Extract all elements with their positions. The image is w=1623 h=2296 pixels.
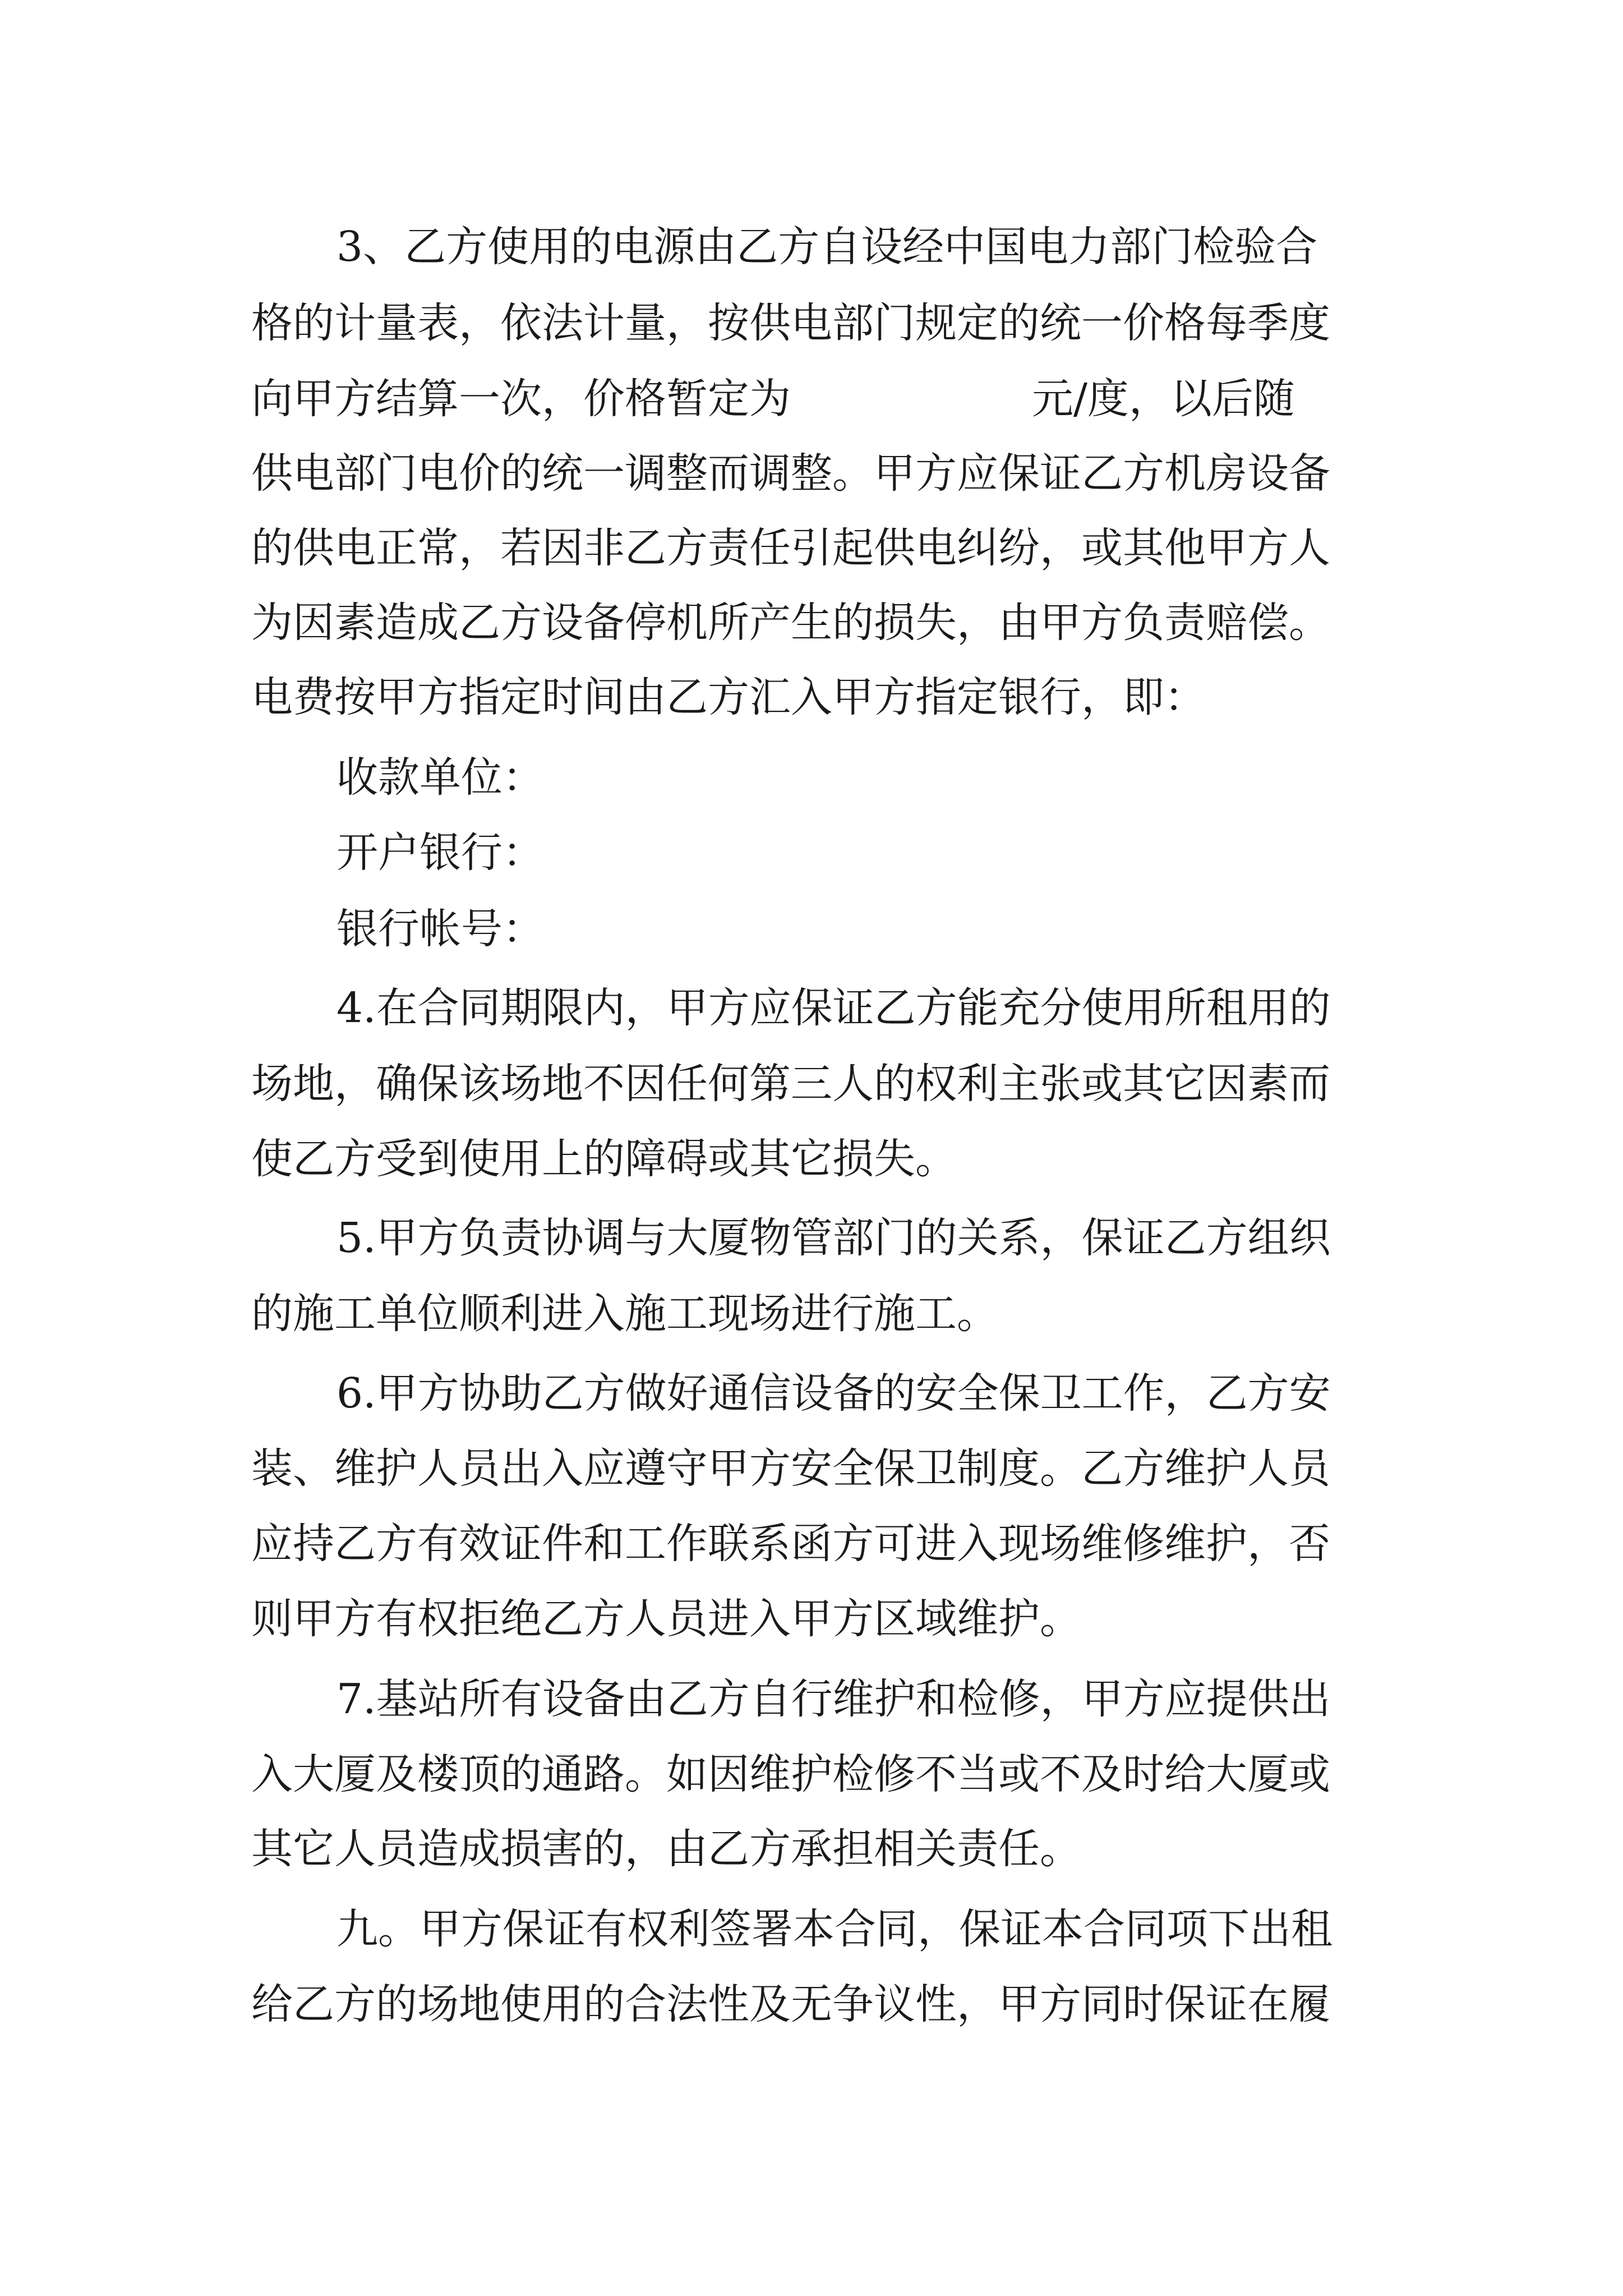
text-line: 6.甲方协助乙方做好通信设备的安全保卫工作，乙方安 (336, 1369, 1331, 1418)
text-line: 7.基站所有设备由乙方自行维护和检修，甲方应提供出 (336, 1675, 1331, 1723)
text-line: 其它人员造成损害的，由乙方承担相关责任。 (251, 1825, 1081, 1873)
text-segment: 向甲方结算一次，价格暂定为 (251, 375, 791, 423)
text-line: 则甲方有权拒绝乙方人员进入甲方区域维护。 (251, 1595, 1081, 1643)
text-line: 使乙方受到使用上的障碍或其它损失。 (251, 1135, 957, 1183)
text-line: 给乙方的场地使用的合法性及无争议性，甲方同时保证在履 (251, 1980, 1330, 2028)
text-line: 场地，确保该场地不因任何第三人的权利主张或其它因素而 (251, 1060, 1330, 1108)
text-line: 3、乙方使用的电源由乙方自设经中国电力部门检验合 (336, 223, 1318, 271)
account-label: 银行帐号： (336, 905, 544, 953)
payee-label: 收款单位： (336, 753, 544, 802)
text-line-with-blank (251, 362, 1295, 436)
text-line: 入大厦及楼顶的通路。如因维护检修不当或不及时给大厦或 (251, 1750, 1330, 1798)
text-line: 为因素造成乙方设备停机所产生的损失，由甲方负责赔偿。 (251, 599, 1330, 647)
text-line: 九。甲方保证有权利签署本合同，保证本合同项下出租 (336, 1905, 1332, 1953)
text-line: 供电部门电价的统一调整而调整。甲方应保证乙方机房设备 (251, 449, 1330, 498)
text-segment: 元/度，以后随 (1032, 375, 1295, 423)
text-line: 格的计量表，依法计量，按供电部门规定的统一价格每季度 (251, 299, 1330, 347)
text-line: 的施工单位顺利进入施工现场进行施工。 (251, 1290, 998, 1338)
text-line: 应持乙方有效证件和工作联系函方可进入现场维修维护，否 (251, 1520, 1330, 1568)
text-line: 装、维护人员出入应遵守甲方安全保卫制度。乙方维护人员 (251, 1444, 1330, 1493)
bank-label: 开户银行： (336, 829, 544, 877)
text-line: 4.在合同期限内，甲方应保证乙方能充分使用所租用的 (336, 984, 1331, 1032)
text-line: 5.甲方负责协调与大厦物管部门的关系，保证乙方组织 (336, 1214, 1331, 1262)
text-line: 电费按甲方指定时间由乙方汇入甲方指定银行，即： (251, 673, 1206, 721)
text-line: 的供电正常，若因非乙方责任引起供电纠纷，或其他甲方人 (251, 524, 1330, 572)
